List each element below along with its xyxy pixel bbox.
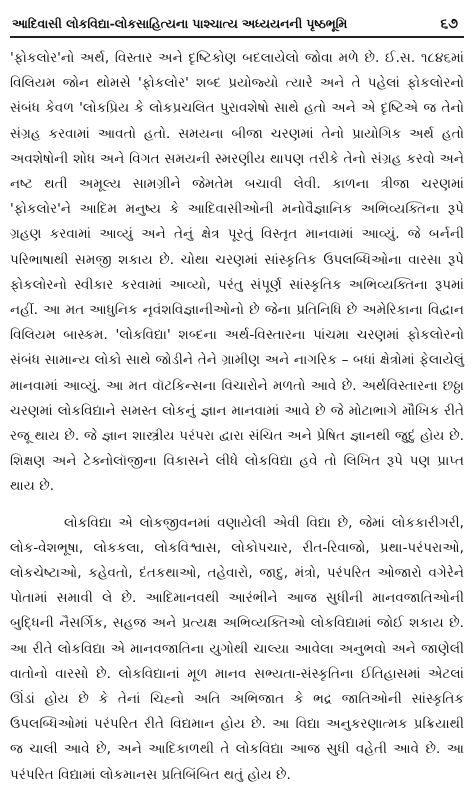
page-number: ૬૭	[440, 16, 458, 32]
running-title: આદિવાસી લોકવિદ્યા-લોકસાહિત્યના પાશ્ચાત્ય અધ્યયનની પૃષ્ઠભૂમિ	[12, 16, 348, 31]
page-header	[10, 10, 464, 32]
header-rule	[10, 36, 464, 38]
paragraph-2: લોકવિદ્યા એ લોકજીવનમાં વણાયેલી એવી વિદ્યા છે, જેમાં લોકકારીગરી, લોક-વેશભૂષા, લોકકલા, લોકવિશ્વાસ, લોકોપચાર, રીત-રિવાજો, પ્રથા-પરંપરાઓ, લોકચેષ્ટાઓ, કહેવતો, દંતકથાઓ, તહેવારો, જાદુ, મંત્રો, પરંપરિત ઓજારો વગેરેને પોતામાં સમાવી લે છે. આદિમાનવથી આરંભીને આજ સુધીની માનવજાતિઓની બુદ્ધિની નૈસર્ગિક, સહજ અને પ્રત્યક્ષ અભિવ્યક્તિઓ લોકવિદ્યામાં જોઈ શકાય છે. આ રીતે લોકવિદ્યા એ માનવજાતિના યુગોથી ચાલ્યા આવેલા અનુભવો અને જાણેલી વાતોનો વારસો છે. લોકવિદ્યાનાં મૂળ માનવ સભ્યતા-સંસ્કૃતિના ઈતિહાસમાં એટલાં ઊંડાં હોય છે કે તેનાં ચિહ્નો અતિ અભિજાત કે ભદ્ર જાતિઓની સાંસ્કૃતિક ઉપલબ્ધિઓમાં પરંપરિત રીતે વિદ્યમાન હોય છે. આ વિદ્યા અનુકરણાત્મક પ્રક્રિયાથી જ ચાલી આવે છે, અને આદિકાળથી તે લોકવિદ્યા આજ સુધી વહેતી આવે છે. આ પરંપરિત વિદ્યામાં લોકમાનસ પ્રતિબિંબિત થતું હોય છે.	[10, 514, 464, 783]
paragraph-1: 'ફોકલોર'નો અર્થ, વિસ્તાર અને દૃષ્ટિકોણ બદલાયેલો જોવા મળે છે. ઈ.સ. ૧૮૪૬માં વિલિયમ જોન થોમસે 'ફોકલોર' શબ્દ પ્રયોજ્યો ત્યારે અને તે પહેલાં ફોકલોરનો સંબંધ કેવળ 'લોકપ્રિય કે લોકપ્રચલિત પુરાવશેષો સાથે હતો અને એ દૃષ્ટિએ જ તેનો સંગ્રહ કરવામાં આવતો હતો. સમયના બીજા ચરણમાં તેનો પ્રાયોગિક અર્થ હતો અવશેષોની શોધ અને વિગત સમયની સ્મરણીય થાપણ તરીકે તેનો સંગ્રહ કરવો અને નષ્ટ થતી અમૂલ્ય સામગ્રીને જેમતેમ બચાવી લેવી. કાળના ત્રીજા ચરણમાં 'ફોકલોર'ને આદિમ મનુષ્ય કે આદિવાસીઓની મનોવૈજ્ઞાનિક અભિવ્યક્તિના રૂપે ગ્રહણ કરવામાં આવ્યું અને તેનું ક્ષેત્ર પૂરતું વિસ્તૃત માનવામાં આવ્યું. જે બર્નની પરિભાષાથી સમજી શકાય છે. ચોથા ચરણમાં સાંસ્કૃતિક ઉપલબ્ધિઓના વારસા રૂપે ફોકલોરનો સ્વીકાર કરવામાં આવ્યો, પરંતુ સંપૂર્ણ સાંસ્કૃતિક અભિવ્યક્તિના રૂપમાં નહીં. આ મત આધુનિક નૃવંશવિજ્ઞાનીઓનો છે જેના પ્રતિનિધિ છે અમેરિકાના વિદ્વાન વિલિયમ બાસ્કમ. 'લોકવિદ્યા' શબ્દના અર્થ-વિસ્તારના પાંચમા ચરણમાં ફોકલોરનો સંબંધ સામાન્ય લોકો સાથે જોડીને તેને ગ્રામીણ અને નાગરિક – બધાં ક્ષેત્રોમાં ફેલાયેલું માનવામાં આવ્યું. આ મત વૉટકિન્સના વિચારોને મળતો આવે છે. અર્થવિસ્તારના છઠ્ઠા ચરણમાં લોકવિદ્યાને સમસ્ત લોકનું જ્ઞાન માનવામાં આવે છે જે મોટાભાગે મૌખિક રીતે રજૂ થાય છે. જે જ્ઞાન શાસ્ત્રીય પરંપરા દ્વારા સંચિત અને પ્રેષિત જ્ઞાનથી જુદું હોય છે. શિક્ષણ અને ટેક્નોલૉજીના વિકાસને લીધે લોકવિદ્યા હવે તો લિખિત રૂપે પણ પ્રાપ્ત થાય છે.	[10, 50, 464, 495]
